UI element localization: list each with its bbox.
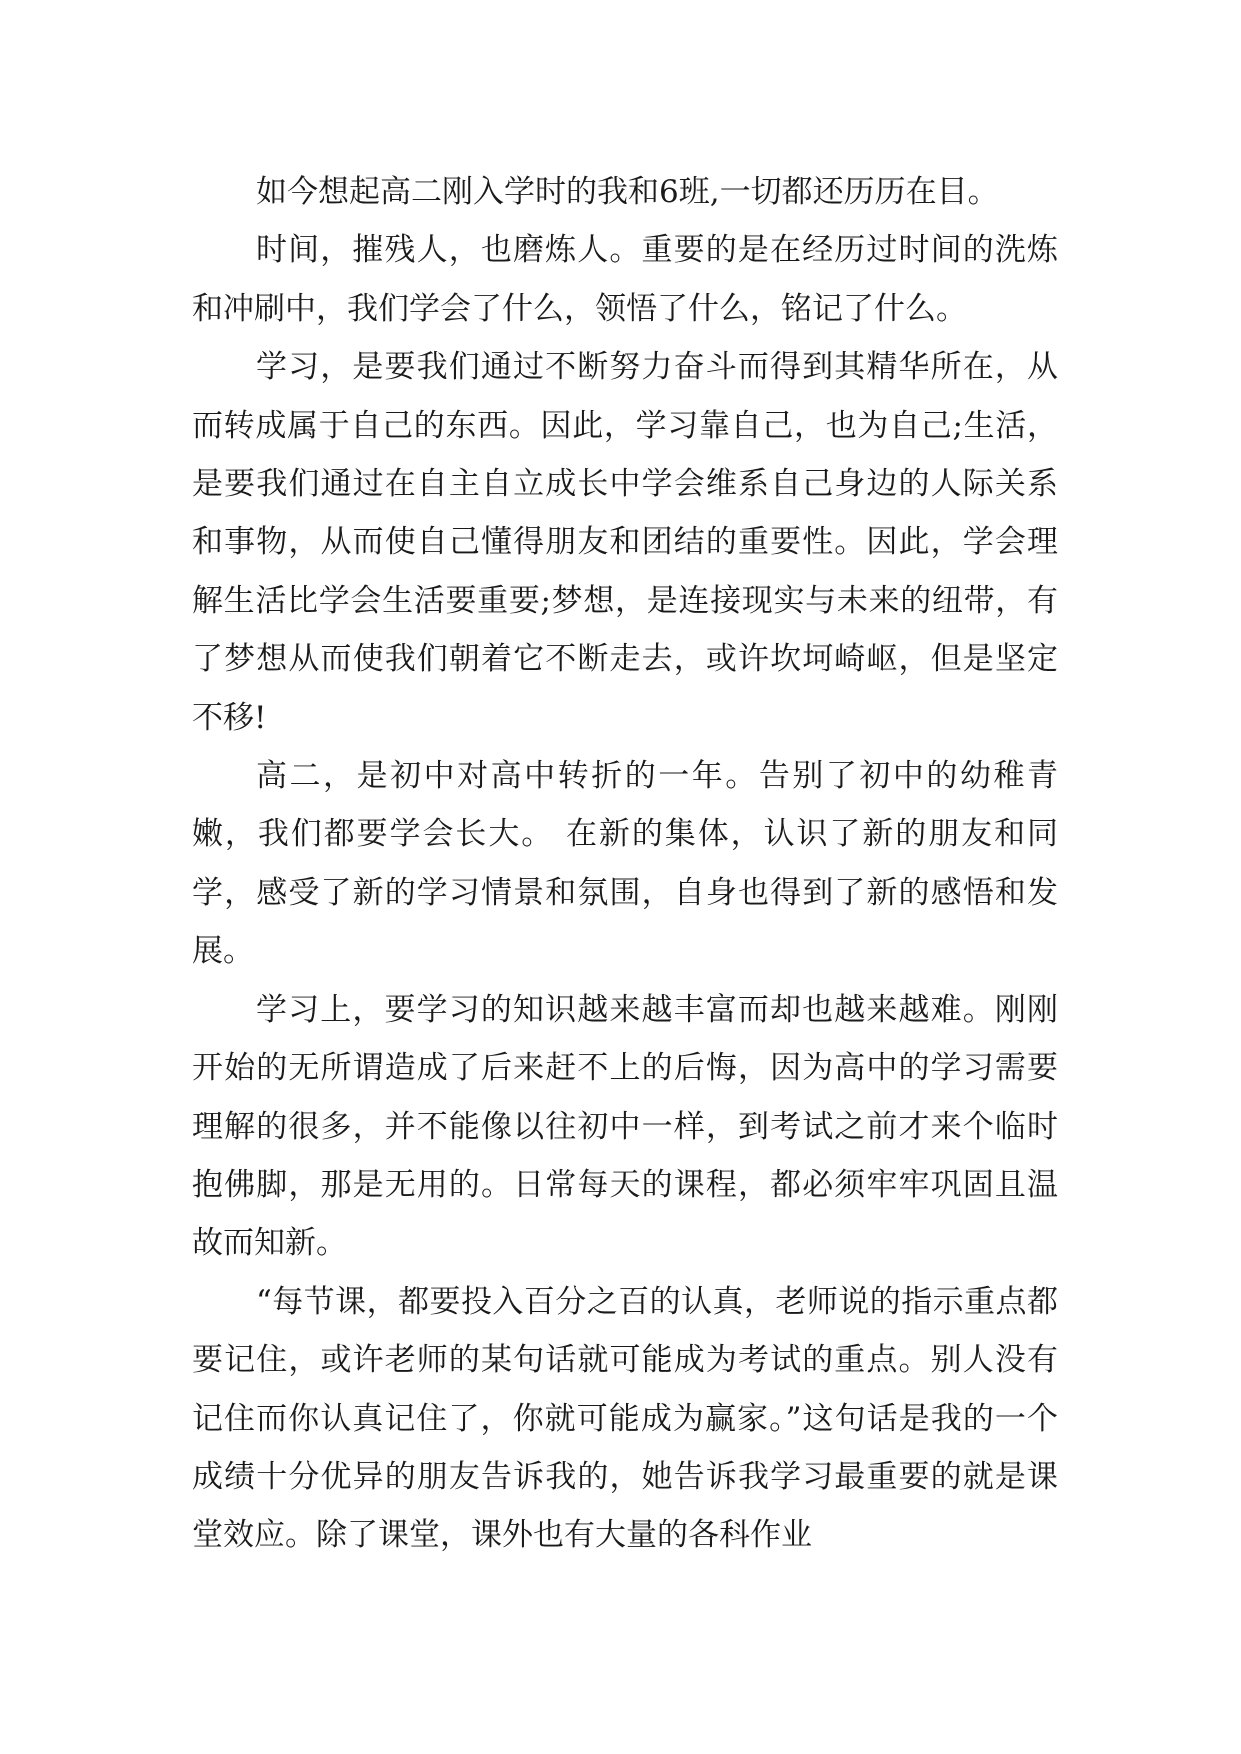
paragraph-2: 时间，摧残人，也磨炼人。重要的是在经历过时间的洗炼和冲刷中，我们学会了什么，领悟了什么，铭记了什么。 <box>192 232 1058 327</box>
paragraph-4: 高二，是初中对高中转折的一年。告别了初中的幼稚青嫩，我们都要学会长大。 在新的集体，认识了新的朋友和同学，感受了新的学习情景和氛围，自身也得到了新的感悟和发展。 <box>192 758 1058 970</box>
paragraph-1: 如今想起高二刚入学时的我和6班,一切都还历历在目。 <box>256 174 999 210</box>
paragraph-5: 学习上，要学习的知识越来越丰富而却也越来越难。刚刚开始的无所谓造成了后来赶不上的后悔，因为高中的学习需要理解的很多，并不能像以往初中一样，到考试之前才来个临时抱佛脚，那是无用的。日常每天的课程，都必须牢牢巩固且温故而知新。 <box>192 991 1058 1262</box>
paragraph-6: “每节课，都要投入百分之百的认真，老师说的指示重点都要记住，或许老师的某句话就可能成为考试的重点。别人没有记住而你认真记住了，你就可能成为赢家。”这句话是我的一个成绩十分优异的朋友告诉我的，她告诉我学习最重要的就是课堂效应。除了课堂，课外也有大量的各科作业 <box>192 1283 1058 1554</box>
paragraph-3: 学习，是要我们通过不断努力奋斗而得到其精华所在，从而转成属于自己的东西。因此，学习靠自己，也为自己;生活，是要我们通过在自主自立成长中学会维系自己身边的人际关系和事物，从而使自己懂得朋友和团结的重要性。因此，学会理解生活比学会生活要重要;梦想，是连接现实与未来的纽带，有了梦想从而使我们朝着它不断走去，或许坎坷崎岖，但是坚定不移! <box>192 349 1058 736</box>
document-body <box>192 163 1058 1565</box>
